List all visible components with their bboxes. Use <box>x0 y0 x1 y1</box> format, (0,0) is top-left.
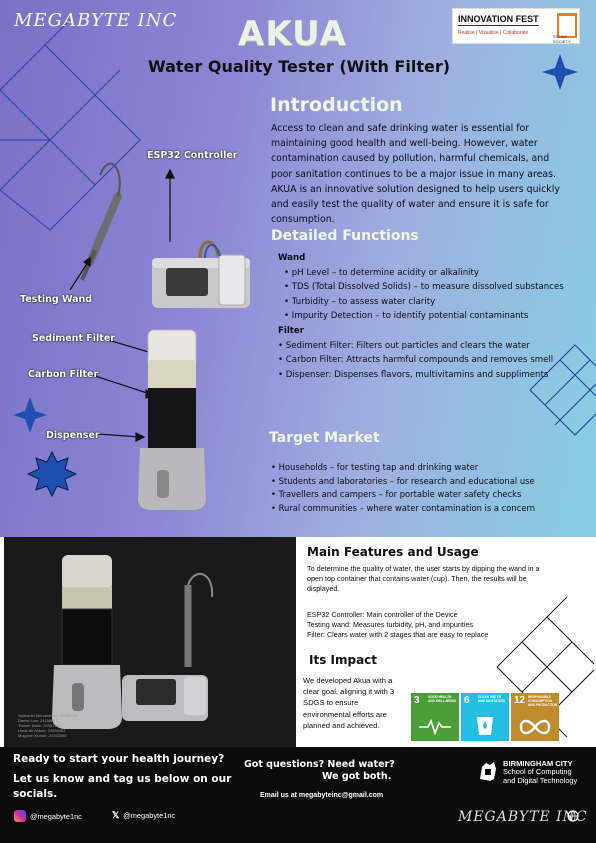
impact-heading: Its Impact <box>309 653 378 667</box>
list-item: • TDS (Total Dissolved Solids) – to measure dissolved substances <box>284 282 564 293</box>
intro-heading: Introduction <box>270 94 403 116</box>
instagram-link[interactable] <box>14 810 82 822</box>
credit-line: Daniel Low: 24158672 <box>18 718 58 723</box>
esp32-controller-image <box>152 242 250 308</box>
list-item: • Rural communities – where water contamination is a concern <box>271 502 536 513</box>
university-school: School of Computing <box>503 767 572 777</box>
features-text: To determine the quality of water, the user starts by dipping the wand in a open top container that contains water (cup). Then, the results will be displayed. <box>307 564 540 594</box>
feature-line: ESP32 Controller: Main controller of the Device <box>307 610 458 619</box>
list-item: • Carbon Filter: Attracts harmful compounds and removes smell <box>278 355 554 366</box>
star-icon-left <box>13 397 47 433</box>
sdg-number: 3 <box>414 695 420 706</box>
footer-answer: We got both. <box>322 771 392 782</box>
university-name: BIRMINGHAM CITY <box>503 759 573 768</box>
list-item: • Students and laboratories – for research and educational use <box>271 475 535 486</box>
instagram-handle: @megabyte1nc <box>30 811 82 821</box>
footer-cta-2: Let us know and tag us below on our socials. <box>13 773 232 800</box>
feature-line: Filter: Clears water with 2 stages that are easy to replace <box>307 630 489 640</box>
features-panel <box>297 537 594 747</box>
list-item: • pH Level – to determine acidity or alkalinity <box>284 267 479 278</box>
list-item: • Households – for testing tap and drinking water <box>271 462 479 472</box>
wand-group-label: Wand <box>278 253 306 263</box>
footer-cta-1: Ready to start your health journey? <box>13 753 225 765</box>
fest-tagline: Realise | Visualise | Collaborate <box>458 30 529 36</box>
burst-icon-left <box>28 452 76 496</box>
sdg-number: 12 <box>514 695 526 706</box>
university-school-2: and Digital Technology <box>503 775 578 785</box>
label-esp32: ESP32 Controller <box>147 150 238 161</box>
list-item: • Impurity Detection – to identify potential contaminants <box>284 311 529 322</box>
market-heading: Target Market <box>269 430 380 446</box>
footer-question: Got questions? Need water? <box>244 759 395 770</box>
list-item: • Dispenser: Dispenses flavors, multivitamins and suppliments <box>278 369 549 380</box>
credit-line: Mugunth Kumar: 24782456 <box>18 733 67 738</box>
infinity-icon <box>511 693 559 741</box>
sdg-3-badge <box>411 693 459 741</box>
water-drop-icon <box>461 693 509 741</box>
credit-line: Trainer Malik: 22367234 <box>18 723 61 728</box>
globe-icon[interactable] <box>567 810 579 822</box>
sdg-title: CLEAN WATER AND SANITATION <box>478 695 505 703</box>
star-icon-top-right <box>542 54 578 90</box>
instagram-icon <box>14 810 26 822</box>
sdg-12-badge <box>511 693 559 741</box>
x-icon: 𝕏 <box>112 810 120 820</box>
page-subtitle: Water Quality Tester (With Filter) <box>148 57 451 76</box>
market-list <box>271 461 571 515</box>
label-sediment-filter: Sediment Filter <box>32 333 115 344</box>
sdg-6-badge <box>461 693 509 741</box>
features-heading: Main Features and Usage <box>307 545 479 559</box>
functions-list <box>278 251 568 382</box>
sdg-title: GOOD HEALTH AND WELL-BEING <box>428 695 456 703</box>
product-photo <box>4 537 296 747</box>
heartbeat-icon <box>411 693 459 741</box>
filter-group-label: Filter <box>278 325 304 336</box>
intro-text: Access to clean and safe drinking water is essential for maintaining good health and well-being. However, water contamination caused by pollution, harmful chemicals, and poor sanitation continues to be a major issue in many areas. AKUA is an innovative solution designed to help users quickly and easily test the quality of water and ensure it is safe for consumption. <box>271 123 560 226</box>
sdg-number: 6 <box>464 695 470 706</box>
list-item: • Travellers and campers – for portable water safety checks <box>271 489 522 500</box>
credit-line: Saifuddin Muhammad: 23456789 <box>18 713 77 718</box>
fest-name: INNOVATION FEST <box>458 14 539 24</box>
feature-line: Testing wand: Measures turbidity, pH, and impurities <box>307 620 474 630</box>
sdg-title: RESPONSIBLE CONSUMPTION AND PRODUCTION <box>528 695 558 707</box>
label-carbon-filter: Carbon Filter <box>28 369 99 380</box>
impact-text: We developed Akua with a clear goal, aligning it with 3 SDGS to ensure environmental efforts are planned and achieved. <box>303 676 395 730</box>
x-handle: @megabyte1nc <box>123 811 176 820</box>
label-dispenser: Dispenser <box>46 430 100 441</box>
footer-brand-script: MEGABYTE INC <box>458 809 588 825</box>
steam-society-label: STEAM SOCIETY <box>553 34 571 44</box>
photo-credits <box>18 713 77 738</box>
list-item: • Turbidity – to assess water clarity <box>284 296 436 307</box>
list-item: • Sediment Filter: Filters out particles and clears the water <box>278 340 530 351</box>
footer-email[interactable]: Email us at megabyteinc@gmail.com <box>260 792 384 799</box>
footer <box>0 747 596 843</box>
features-lines <box>307 610 547 641</box>
credit-line: Umar Ali Abbas: 24098451 <box>18 728 66 733</box>
filter-bottle-image <box>138 330 206 510</box>
brand-logo-script: MEGABYTE INC <box>14 10 178 31</box>
page-title: AKUA <box>238 14 347 54</box>
label-testing-wand: Testing Wand <box>20 294 93 305</box>
innovation-fest-logo <box>452 8 580 44</box>
university-logo <box>503 760 577 785</box>
functions-heading: Detailed Functions <box>271 228 419 244</box>
birmingham-crest-icon <box>476 759 500 785</box>
x-link[interactable] <box>112 810 175 821</box>
